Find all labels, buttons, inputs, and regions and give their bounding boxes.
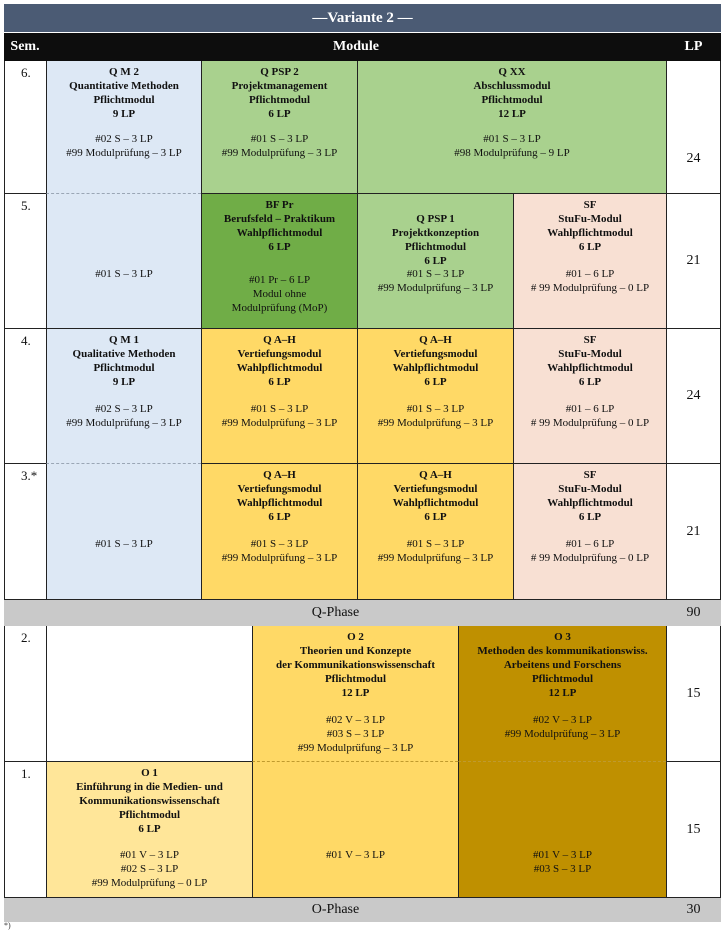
- module-sf-4: [513, 329, 666, 464]
- module-sf-3: [513, 464, 666, 600]
- module-qpsp1-title: Q PSP 1 Projektkonzeption Pflichtmodul 6 LP: [391, 213, 480, 267]
- module-qah-4a: [201, 329, 357, 464]
- module-qpsp1-courses: #01 S – 3 LP #99 Modulprüfung – 3 LP: [377, 268, 494, 294]
- semester-lp-2: 15: [666, 626, 721, 762]
- module-qm1-continued: [46, 464, 201, 600]
- module-qah-3b-courses: #01 S – 3 LP #99 Modulprüfung – 3 LP: [377, 538, 494, 564]
- module-qm1-courses: #02 S – 3 LP #99 Modulprüfung – 3 LP: [66, 403, 182, 429]
- module-qm1-title: Q M 1 Qualitative Methoden Pflichtmodul 9 LP: [72, 334, 176, 388]
- empty-cell: [46, 626, 252, 762]
- q-phase-label: Q-Phase: [4, 600, 667, 626]
- module-bfpr-title: BF Pr Berufsfeld – Praktikum Wahlpflichtmodul 6 LP: [223, 199, 336, 253]
- semester-lp-1: 15: [666, 762, 721, 898]
- module-qah-4b: [357, 329, 513, 464]
- module-qm1: [46, 329, 201, 464]
- module-o2: [252, 626, 458, 762]
- module-sf-3-courses: #01 – 6 LP # 99 Modulprüfung – 0 LP: [530, 538, 650, 564]
- module-qah-3b: [357, 464, 513, 600]
- module-qxx-title: Q XX Abschlussmodul Pflichtmodul 12 LP: [473, 66, 551, 120]
- semester-label-3: 3.*: [4, 464, 46, 600]
- module-qxx-courses: #01 S – 3 LP #98 Modulprüfung – 9 LP: [454, 133, 570, 159]
- module-o3-continued-courses: #01 V – 3 LP #03 S – 3 LP: [533, 849, 592, 875]
- module-qah-3a-courses: #01 S – 3 LP #99 Modulprüfung – 3 LP: [221, 538, 338, 564]
- module-qah-3a-title: Q A–H Vertiefungsmodul Wahlpflichtmodul 6 LP: [236, 469, 323, 523]
- module-sf-3-title: SF StuFu-Modul Wahlpflichtmodul 6 LP: [547, 469, 633, 523]
- module-sf-4-courses: #01 – 6 LP # 99 Modulprüfung – 0 LP: [530, 403, 650, 429]
- module-qah-4b-title: Q A–H Vertiefungsmodul Wahlpflichtmodul 6 LP: [392, 334, 479, 388]
- module-qm2: [46, 61, 201, 194]
- module-o3-courses: #02 V – 3 LP #99 Modulprüfung – 3 LP: [504, 714, 621, 740]
- module-o3-continued: [458, 762, 666, 898]
- module-qpsp2-title: Q PSP 2 Projektmanagement Pflichtmodul 6 LP: [231, 66, 328, 120]
- module-qm2-courses: #02 S – 3 LP #99 Modulprüfung – 3 LP: [66, 133, 182, 159]
- module-qpsp1: [357, 194, 513, 329]
- module-sf-5-title: SF StuFu-Modul Wahlpflichtmodul 6 LP: [547, 199, 633, 253]
- footnote-marker: *): [4, 921, 11, 930]
- table-title: —Variante 2 —: [4, 4, 721, 32]
- module-qpsp2: [201, 61, 357, 194]
- module-o2-title: O 2 Theorien und Konzepte der Kommunikationswissenschaft Pflichtmodul 12 LP: [275, 631, 435, 699]
- module-sf-5-courses: #01 – 6 LP # 99 Modulprüfung – 0 LP: [530, 268, 650, 294]
- semester-label-6: 6.: [4, 61, 46, 194]
- module-o1: [46, 762, 252, 898]
- semester-label-5: 5.: [4, 194, 46, 329]
- module-qah-4a-courses: #01 S – 3 LP #99 Modulprüfung – 3 LP: [221, 403, 338, 429]
- q-phase-lp: 90: [666, 600, 721, 626]
- o-phase-lp: 30: [666, 898, 721, 922]
- module-qm2-continued: [46, 194, 201, 329]
- module-bfpr: [201, 194, 357, 329]
- module-sf-4-title: SF StuFu-Modul Wahlpflichtmodul 6 LP: [547, 334, 633, 388]
- module-qah-3a: [201, 464, 357, 600]
- module-qah-4a-title: Q A–H Vertiefungsmodul Wahlpflichtmodul 6 LP: [236, 334, 323, 388]
- module-o3: [458, 626, 666, 762]
- module-o1-title: O 1 Einführung in die Medien- und Kommunikationswissenschaft Pflichtmodul 6 LP: [76, 767, 223, 835]
- module-o2-continued-courses: #01 V – 3 LP: [326, 849, 385, 861]
- module-sf-5: [513, 194, 666, 329]
- header-module: Module: [46, 33, 666, 61]
- module-qxx: [357, 61, 666, 194]
- module-o1-courses: #01 V – 3 LP #02 S – 3 LP #99 Modulprüfung – 0 LP: [91, 849, 208, 889]
- semester-lp-3: 21: [666, 464, 721, 600]
- module-o2-continued: [252, 762, 458, 898]
- header-lp: LP: [666, 33, 721, 61]
- module-qm1-continued-courses: #01 S – 3 LP: [95, 538, 153, 550]
- module-o3-title: O 3 Methoden des kommunikationswiss. Arbeitens und Forschens Pflichtmodul 12 LP: [477, 631, 648, 699]
- module-qpsp2-courses: #01 S – 3 LP #99 Modulprüfung – 3 LP: [221, 133, 338, 159]
- header-sem: Sem.: [4, 33, 46, 61]
- semester-lp-6: 24: [666, 61, 721, 194]
- o-phase-label: O-Phase: [4, 898, 667, 922]
- module-qm2-continued-courses: #01 S – 3 LP: [95, 268, 153, 280]
- semester-label-4: 4.: [4, 329, 46, 464]
- semester-label-1: 1.: [4, 762, 46, 898]
- semester-lp-5: 21: [666, 194, 721, 329]
- semester-lp-4: 24: [666, 329, 721, 464]
- module-bfpr-courses: #01 Pr – 6 LP Modul ohne Modulprüfung (MoP): [231, 274, 328, 314]
- module-qah-3b-title: Q A–H Vertiefungsmodul Wahlpflichtmodul 6 LP: [392, 469, 479, 523]
- module-qah-4b-courses: #01 S – 3 LP #99 Modulprüfung – 3 LP: [377, 403, 494, 429]
- module-o2-courses: #02 V – 3 LP #03 S – 3 LP #99 Modulprüfung – 3 LP: [297, 714, 414, 754]
- semester-label-2: 2.: [4, 626, 46, 762]
- module-qm2-title: Q M 2 Quantitative Methoden Pflichtmodul 9 LP: [69, 66, 179, 120]
